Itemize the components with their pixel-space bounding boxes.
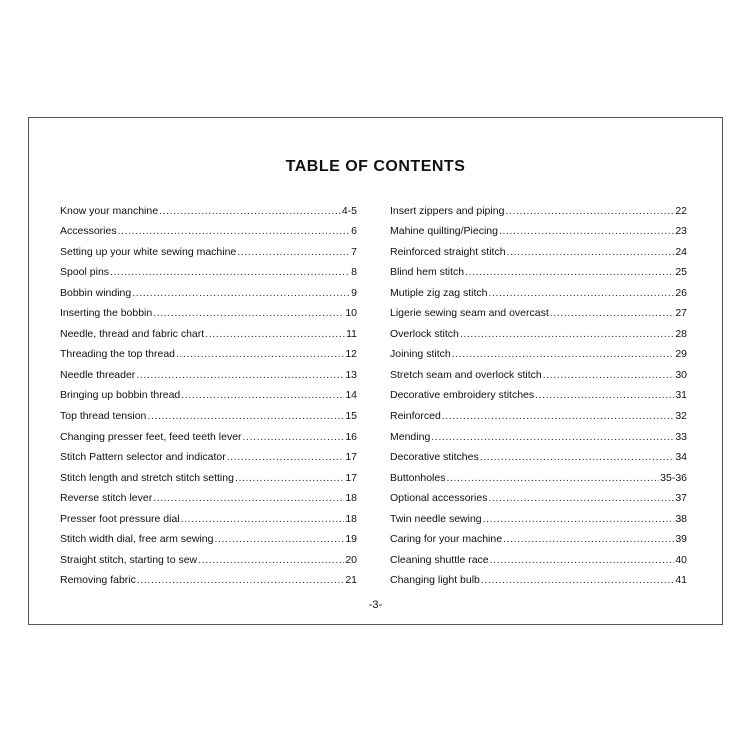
toc-entry-page: 12 — [345, 348, 357, 361]
toc-dot-leader — [550, 307, 675, 319]
toc-dot-leader — [507, 246, 675, 258]
toc-entry — [60, 319, 357, 340]
toc-entry-label: Reinforced straight stitch — [390, 245, 506, 258]
toc-left-column — [60, 196, 357, 586]
toc-entry-label: Mending — [390, 430, 431, 443]
toc-entry-label: Stitch Pattern selector and indicator — [60, 451, 226, 464]
toc-entry-label: Setting up your white sewing machine — [60, 245, 237, 258]
toc-entry — [390, 566, 687, 587]
toc-entry-page: 20 — [345, 553, 357, 566]
toc-entry-label: Changing presser feet, feed teeth lever — [60, 430, 242, 443]
toc-entry-label: Stitch length and stretch stitch setting — [60, 471, 234, 484]
toc-entry — [390, 545, 687, 566]
toc-entry — [390, 340, 687, 361]
toc-entry — [60, 422, 357, 443]
toc-dot-leader — [431, 431, 674, 443]
toc-entry-label: Buttonholes — [390, 471, 446, 484]
toc-entry-page: 35-36 — [660, 471, 687, 484]
toc-entry — [390, 258, 687, 279]
toc-dot-leader — [535, 389, 674, 401]
toc-entry-label: Presser foot pressure dial — [60, 512, 180, 525]
document-page — [28, 117, 723, 625]
toc-entry-page: 17 — [345, 471, 357, 484]
toc-dot-leader — [499, 225, 674, 237]
toc-entry-label: Bringing up bobbin thread — [60, 389, 181, 402]
toc-entry-label: Spool pins — [60, 266, 110, 279]
toc-dot-leader — [505, 205, 674, 217]
toc-entry-label: Accessories — [60, 225, 117, 238]
toc-entry-label: Removing fabric — [60, 574, 136, 587]
toc-entry-page: 21 — [345, 574, 357, 587]
toc-entry-label: Cleaning shuttle race — [390, 553, 489, 566]
toc-entry-label: Stretch seam and overlock stitch — [390, 368, 542, 381]
toc-entry-label: Reverse stitch lever — [60, 492, 153, 505]
toc-entry — [390, 422, 687, 443]
toc-dot-leader — [205, 328, 345, 340]
toc-entry-page: 30 — [675, 368, 687, 381]
toc-entry-page: 17 — [345, 451, 357, 464]
toc-dot-leader — [442, 410, 675, 422]
toc-entry — [60, 463, 357, 484]
toc-entry — [60, 381, 357, 402]
toc-entry-label: Needle, thread and fabric chart — [60, 327, 205, 340]
toc-entry-page: 7 — [351, 245, 357, 258]
toc-entry-page: 13 — [345, 368, 357, 381]
toc-entry-label: Reinforced — [390, 410, 441, 423]
toc-entry-label: Mahine quilting/Piecing — [390, 225, 498, 238]
toc-entry-page: 9 — [351, 286, 357, 299]
toc-entry — [60, 217, 357, 238]
toc-entry-label: Threading the top thread — [60, 348, 175, 361]
toc-entry-label: Mutiple zig zag stitch — [390, 286, 488, 299]
toc-entry — [390, 401, 687, 422]
toc-entry-page: 24 — [675, 245, 687, 258]
toc-dot-leader — [181, 389, 344, 401]
toc-entry-page: 18 — [345, 492, 357, 505]
toc-dot-leader — [110, 266, 350, 278]
toc-entry — [390, 525, 687, 546]
toc-entry-page: 33 — [675, 430, 687, 443]
toc-dot-leader — [483, 513, 675, 525]
toc-entry — [60, 196, 357, 217]
toc-dot-leader — [176, 348, 344, 360]
toc-entry — [60, 443, 357, 464]
toc-entry-page: 23 — [675, 225, 687, 238]
toc-entry-page: 4-5 — [341, 204, 357, 217]
toc-entry-page: 6 — [351, 225, 357, 238]
toc-entry — [390, 381, 687, 402]
toc-entry — [60, 566, 357, 587]
toc-entry-page: 25 — [675, 266, 687, 279]
toc-entry-page: 39 — [675, 533, 687, 546]
toc-entry — [390, 217, 687, 238]
toc-dot-leader — [136, 369, 344, 381]
toc-entry — [60, 525, 357, 546]
toc-entry — [60, 504, 357, 525]
toc-dot-leader — [227, 451, 345, 463]
toc-entry-page: 22 — [675, 204, 687, 217]
toc-entry-label: Changing light bulb — [390, 574, 480, 587]
toc-dot-leader — [490, 554, 675, 566]
toc-entry — [390, 278, 687, 299]
toc-entry — [60, 237, 357, 258]
toc-dot-leader — [446, 472, 659, 484]
toc-right-column — [390, 196, 687, 586]
toc-dot-leader — [488, 492, 674, 504]
toc-entry-page: 28 — [675, 327, 687, 340]
toc-entry-page: 14 — [345, 389, 357, 402]
toc-entry-label: Insert zippers and piping — [390, 204, 505, 217]
toc-entry — [60, 258, 357, 279]
toc-entry — [390, 196, 687, 217]
toc-dot-leader — [153, 307, 344, 319]
toc-entry-page: 29 — [675, 348, 687, 361]
toc-entry-page: 10 — [345, 307, 357, 320]
toc-entry-page: 41 — [675, 574, 687, 587]
toc-dot-leader — [137, 574, 344, 586]
toc-entry — [390, 463, 687, 484]
toc-entry-label: Inserting the bobbin — [60, 307, 153, 320]
toc-entry-label: Top thread tension — [60, 410, 147, 423]
toc-dot-leader — [503, 533, 674, 545]
toc-dot-leader — [481, 574, 674, 586]
toc-entry-page: 11 — [346, 327, 357, 340]
toc-dot-leader — [132, 287, 350, 299]
toc-dot-leader — [147, 410, 344, 422]
toc-dot-leader — [480, 451, 675, 463]
toc-entry — [390, 237, 687, 258]
toc-entry — [60, 545, 357, 566]
toc-entry-label: Stitch width dial, free arm sewing — [60, 533, 214, 546]
toc-entry — [390, 443, 687, 464]
toc-dot-leader — [243, 431, 345, 443]
toc-entry-page: 15 — [345, 410, 357, 423]
toc-entry-label: Overlock stitch — [390, 327, 459, 340]
toc-entry — [60, 484, 357, 505]
toc-entry — [60, 278, 357, 299]
toc-entry-page: 32 — [675, 410, 687, 423]
toc-entry-label: Decorative embroidery stitches — [390, 389, 535, 402]
toc-title: TABLE OF CONTENTS — [285, 158, 466, 175]
toc-entry — [390, 504, 687, 525]
toc-entry-label: Know your manchine — [60, 204, 159, 217]
toc-entry-label: Decorative stitches — [390, 451, 479, 464]
toc-dot-leader — [214, 533, 344, 545]
toc-entry-page: 34 — [675, 451, 687, 464]
toc-entry-label: Needle threader — [60, 368, 136, 381]
toc-entry — [390, 484, 687, 505]
toc-dot-leader — [452, 348, 675, 360]
toc-dot-leader — [153, 492, 344, 504]
toc-dot-leader — [488, 287, 674, 299]
toc-entry — [60, 360, 357, 381]
toc-entry-label: Caring for your machine — [390, 533, 503, 546]
toc-dot-leader — [159, 205, 341, 217]
toc-dot-leader — [543, 369, 675, 381]
toc-entry-page: 37 — [675, 492, 687, 505]
toc-entry — [390, 319, 687, 340]
toc-dot-leader — [460, 328, 674, 340]
toc-entry-page: 8 — [351, 266, 357, 279]
toc-dot-leader — [235, 472, 344, 484]
toc-entry — [60, 340, 357, 361]
toc-entry-label: Joining stitch — [390, 348, 451, 361]
toc-entry — [60, 401, 357, 422]
toc-dot-leader — [198, 554, 344, 566]
toc-entry-page: 27 — [675, 307, 687, 320]
toc-entry-page: 18 — [345, 512, 357, 525]
toc-entry-page: 40 — [675, 553, 687, 566]
toc-entry-label: Bobbin winding — [60, 286, 132, 299]
toc-dot-leader — [465, 266, 674, 278]
toc-dot-leader — [181, 513, 345, 525]
toc-entry-label: Optional accessories — [390, 492, 488, 505]
toc-entry — [390, 299, 687, 320]
toc-entry-label: Blind hem stitch — [390, 266, 465, 279]
toc-dot-leader — [118, 225, 351, 237]
toc-entry-page: 16 — [345, 430, 357, 443]
toc-entry-page: 31 — [675, 389, 687, 402]
toc-dot-leader — [237, 246, 350, 258]
toc-entry-label: Straight stitch, starting to sew — [60, 553, 198, 566]
toc-entry-label: Ligerie sewing seam and overcast — [390, 307, 549, 320]
toc-entry — [390, 360, 687, 381]
toc-entry-page: 19 — [345, 533, 357, 546]
toc-entry-page: 38 — [675, 512, 687, 525]
page-number: -3- — [368, 599, 383, 611]
toc-entry-page: 26 — [675, 286, 687, 299]
toc-entry — [60, 299, 357, 320]
toc-entry-label: Twin needle sewing — [390, 512, 482, 525]
